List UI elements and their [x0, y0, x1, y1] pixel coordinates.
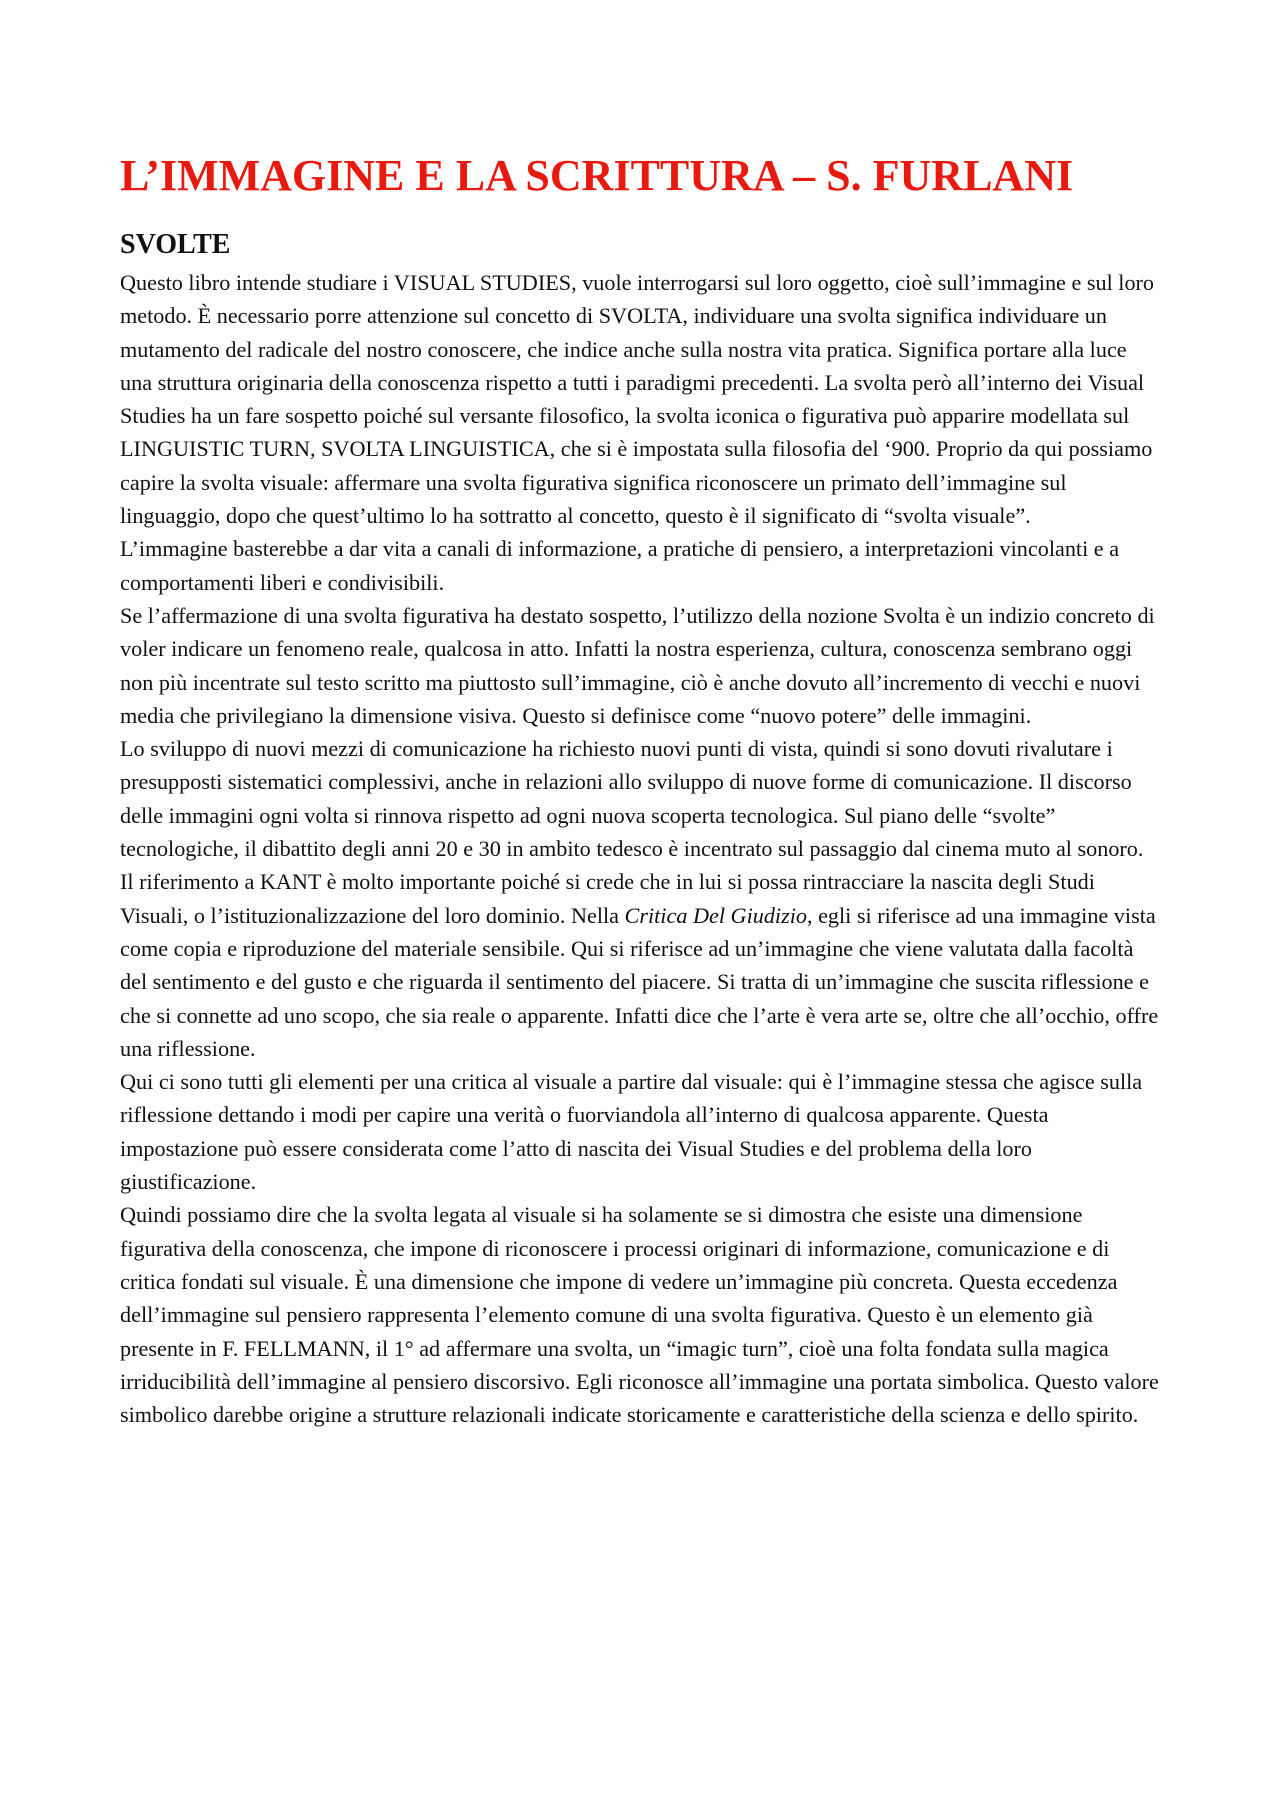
paragraph: Qui ci sono tutti gli elementi per una critica al visuale a partire dal visuale: qui è l’immagine stessa che agisce sulla riflessione dettando i modi per capire una verità o fuorviandola all’interno di qualcosa apparente. Questa impostazione può essere considerata come l’atto di nascita dei Visual Studies e del problema della loro giustificazione.	[120, 1069, 1143, 1195]
book-title-italic: Critica Del Giudizio	[624, 902, 807, 928]
paragraph-kant-after: , egli si riferisce ad una immagine vista come copia e riproduzione del materiale sensibile. Qui si riferisce ad un’immagine che viene valutata dalla facoltà del sentimento e del gusto e che riguarda il sentimento del piacere. Si tratta di un’immagine che suscita riflessione e che si connette ad uno scopo, che sia reale o apparente. Infatti dice che l’arte è vera arte se, oltre che all’occhio, offre una riflessione.	[120, 902, 1159, 1061]
paragraph: Questo libro intende studiare i VISUAL STUDIES, vuole interrogarsi sul loro oggetto, cioè sull’immagine e sul loro metodo. È necessario porre attenzione sul concetto di SVOLTA, individuare una svolta significa individuare un mutamento del radicale del nostro conoscere, che indice anche sulla nostra vita pratica. Significa portare alla luce una struttura originaria della conoscenza rispetto a tutti i paradigmi precedenti. La svolta però all’interno dei Visual Studies ha un fare sospetto poiché sul versante filosofico, la svolta iconica o figurativa può apparire modellata sul LINGUISTIC TURN, SVOLTA LINGUISTICA, che si è impostata sulla filosofia del ‘900. Proprio da qui possiamo capire la svolta visuale: affermare una svolta figurativa significa riconoscere un primato dell’immagine sul linguaggio, dopo che quest’ultimo lo ha sottratto al concetto, questo è il significato di “svolta visuale”.	[120, 270, 1155, 529]
paragraph: Lo sviluppo di nuovi mezzi di comunicazione ha richiesto nuovi punti di vista, quindi si sono dovuti rivalutare i presupposti sistematici complessivi, anche in relazioni allo sviluppo di nuove forme di comunicazione. Il discorso delle immagini ogni volta si rinnova rispetto ad ogni nuova scoperta tecnologica. Sul piano delle “svolte” tecnologiche, il dibattito degli anni 20 e 30 in ambito tedesco è incentrato sul passaggio dal cinema muto al sonoro.	[120, 736, 1144, 862]
paragraph: Se l’affermazione di una svolta figurativa ha destato sospetto, l’utilizzo della nozione Svolta è un indizio concreto di voler indicare un fenomeno reale, qualcosa in atto. Infatti la nostra esperienza, cultura, conoscenza sembrano oggi non più incentrate sul testo scritto ma piuttosto sull’immagine, ciò è anche dovuto all’incremento di vecchi e nuovi media che privilegiano la dimensione visiva. Questo si definisce come “nuovo potere” delle immagini.	[120, 602, 1155, 728]
paragraph: Quindi possiamo dire che la svolta legata al visuale si ha solamente se si dimostra che esiste una dimensione figurativa della conoscenza, che impone di riconoscere i processi originari di informazione, comunicazione e di critica fondati sul visuale. È una dimensione che impone di vedere un’immagine più concreta. Questa eccedenza dell’immagine sul pensiero rappresenta l’elemento comune di una svolta figurativa. Questo è un elemento già presente in F. FELLMANN, il 1° ad affermare una svolta, un “imagic turn”, cioè una folta fondata sulla magica irriducibilità dell’immagine al pensiero discorsivo. Egli riconosce all’immagine una portata simbolica. Questo valore simbolico darebbe origine a strutture relazionali indicate storicamente e caratteristiche della scienza e dello spirito.	[120, 1202, 1159, 1428]
paragraph-kant	[120, 865, 1160, 1065]
document-page	[120, 148, 1160, 1431]
document-title: L’IMMAGINE E LA SCRITTURA – S. FURLANI	[120, 151, 1074, 200]
paragraph-kant-before: Il riferimento a KANT è molto importante poiché si crede che in lui si possa rintracciare la nascita degli Studi Visuali, o l’istituzionalizzazione del loro dominio. Nella	[120, 869, 1095, 928]
paragraph: L’immagine basterebbe a dar vita a canali di informazione, a pratiche di pensiero, a interpretazioni vincolanti e a comportamenti liberi e condivisibili.	[120, 536, 1120, 595]
body-text	[120, 266, 1160, 1431]
section-heading: SVOLTE	[120, 229, 231, 260]
